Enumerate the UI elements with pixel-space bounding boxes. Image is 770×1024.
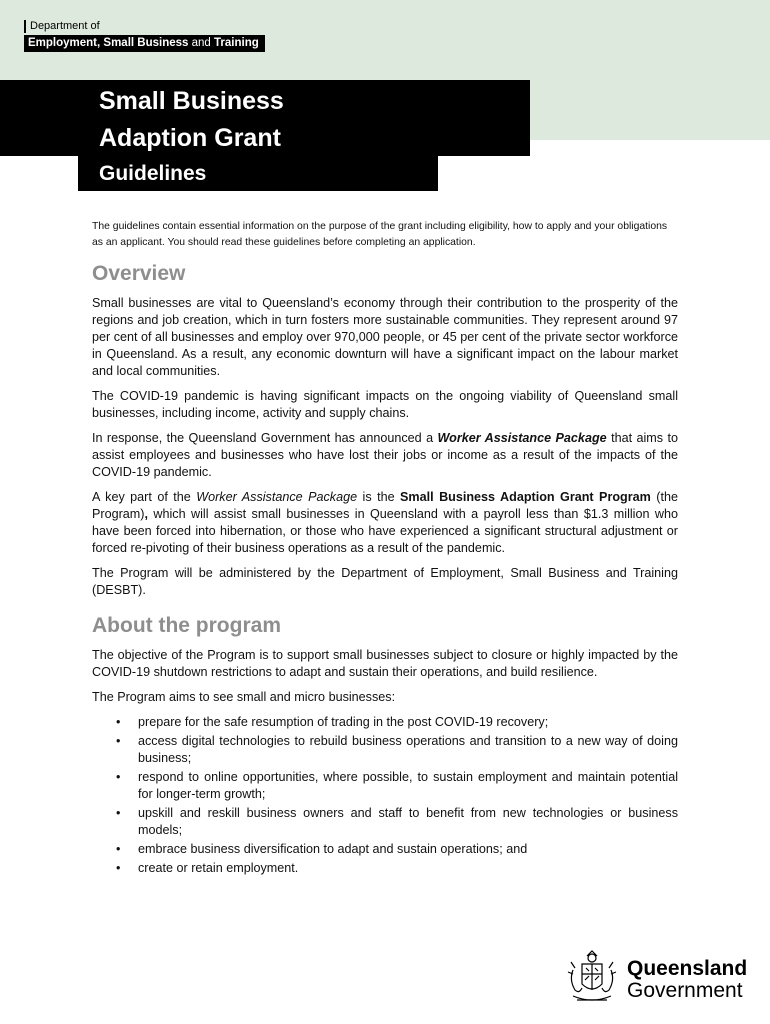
list-item: • respond to online opportunities, where possible, to sustain employment and maintain potential for longer-term growth; — [116, 770, 678, 801]
document-body — [92, 219, 678, 879]
about-heading: About the program — [92, 614, 281, 637]
list-item: • upskill and reskill business owners and staff to benefit from new technologies or business models; — [116, 806, 678, 837]
overview-paragraph-5: The Program will be administered by the Department of Employment, Small Business and Training (DESBT). — [92, 566, 678, 597]
department-label: Department of — [24, 20, 265, 33]
title-line-2: Adaption Grant — [99, 124, 281, 152]
overview-paragraph-1: Small businesses are vital to Queensland’s economy through their contribution to the prosperity of the regions and job creation, which in turn fosters more sustainable communities. They represent around 97 per cent of all businesses and employ over 970,000 people, or 45 per cent of the private sector workforce in Queensland. As a result, any economic downturn will have a significant impact on the labour market and local communities. — [92, 296, 678, 378]
about-paragraph-2: The Program aims to see small and micro businesses: — [92, 690, 396, 704]
overview-paragraph-4: A key part of the Worker Assistance Package is the Small Business Adaption Grant Program (the Program), which will assist small businesses in Queensland with a payroll less than $1.3 million who have been forced into hibernation, or those who have experienced a significant structural adjustment or forced re-pivoting of their business operations as a result of the pandemic. — [92, 490, 678, 555]
about-paragraph-1: The objective of the Program is to support small businesses subject to closure or highly impacted by the COVID-19 shutdown restrictions to adapt and sustain their operations, and build resilience. — [92, 648, 678, 679]
department-logo — [24, 20, 265, 52]
coat-of-arms-icon — [565, 950, 619, 1006]
program-aims-list — [92, 714, 678, 877]
list-item: • prepare for the safe resumption of trading in the post COVID-19 recovery; — [116, 715, 549, 729]
overview-paragraph-2: The COVID-19 pandemic is having significant impacts on the ongoing viability of Queensland small businesses, including income, activity and supply chains. — [92, 389, 678, 420]
department-name: Employment, Small Business and Training — [24, 35, 265, 52]
overview-paragraph-3: In response, the Queensland Government has announced a Worker Assistance Package that aims to assist employees and businesses who have lost their jobs or income as a result of the impacts of the COVID-19 pandemic. — [92, 431, 678, 479]
logo-government-text: Government — [627, 979, 743, 1002]
title-line-1: Small Business — [99, 87, 284, 115]
overview-heading: Overview — [92, 262, 186, 285]
intro-text: The guidelines contain essential information on the purpose of the grant including eligibility, how to apply and your obligations as an applicant. You should read these guidelines before completing an application. — [92, 221, 668, 248]
list-item: • create or retain employment. — [116, 861, 299, 875]
list-item: • embrace business diversification to adapt and sustain operations; and — [116, 842, 528, 856]
title-subtitle: Guidelines — [99, 162, 207, 185]
queensland-government-logo — [565, 950, 748, 1006]
list-item: • access digital technologies to rebuild business operations and transition to a new way of doing business; — [116, 734, 678, 765]
logo-queensland-text: Queensland — [627, 957, 748, 980]
